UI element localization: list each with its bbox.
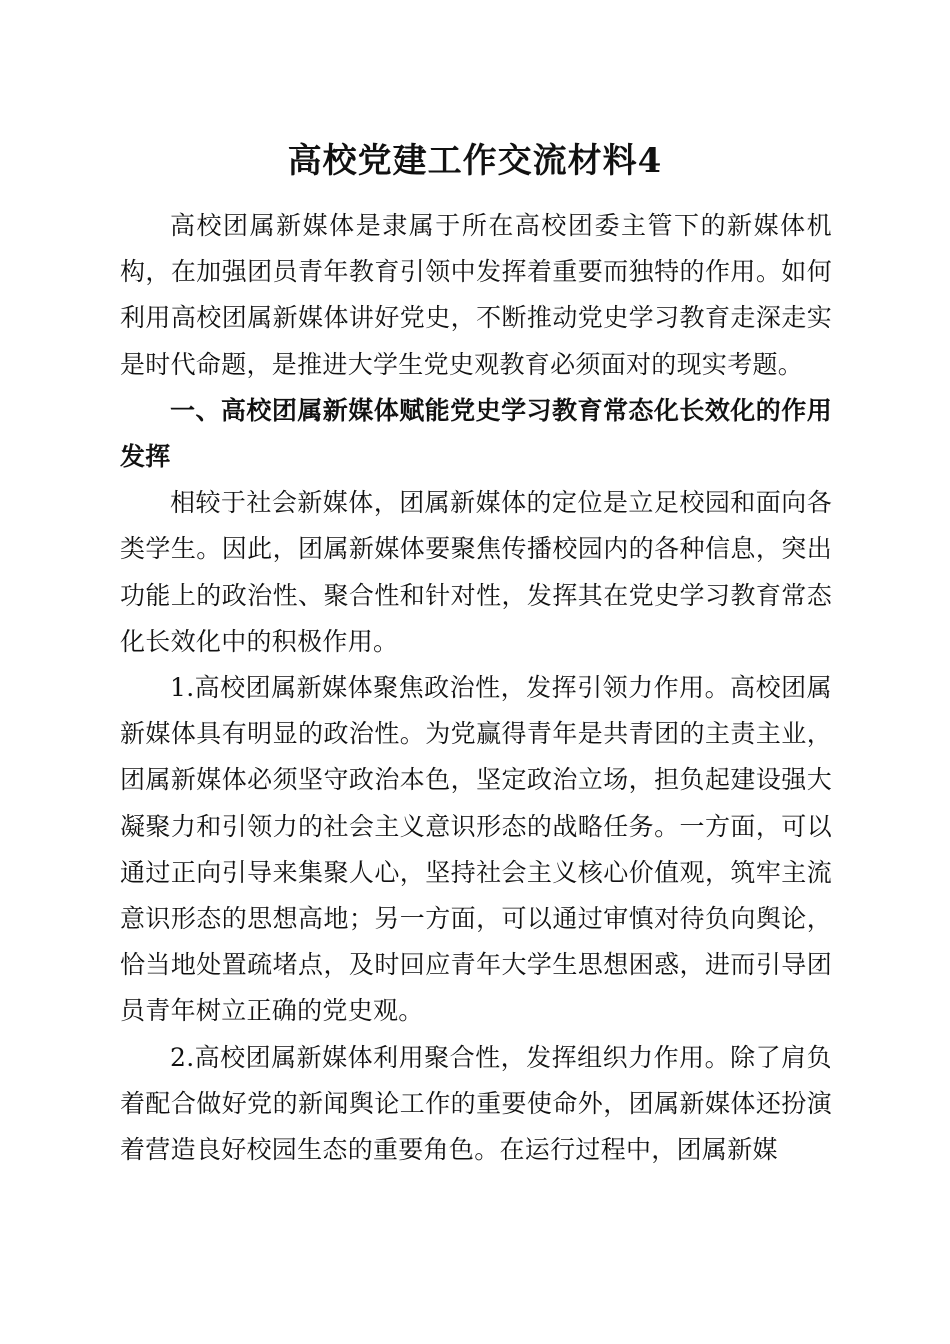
paragraph-section-1-intro: 相较于社会新媒体，团属新媒体的定位是立足校园和面向各类学生。因此，团属新媒体要聚焦传播校园内的各种信息，突出功能上的政治性、聚合性和针对性，发挥其在党史学习教育常态化长效化中的积极作用。: [120, 488, 832, 656]
section-heading-1: 一、高校团属新媒体赋能党史学习教育常态化长效化的作用发挥: [120, 395, 832, 472]
document-title: 高校党建工作交流材料4: [287, 141, 663, 181]
paragraph-intro: 高校团属新媒体是隶属于所在高校团委主管下的新媒体机构，在加强团员青年教育引领中发挥着重要而独特的作用。如何利用高校团属新媒体讲好党史，不断推动党史学习教育走深走实是时代命题，是推进大学生党史观教育必须面对的现实考题。: [120, 211, 832, 379]
document-body: [120, 203, 832, 1173]
paragraph-point-1: 1.高校团属新媒体聚焦政治性，发挥引领力作用。高校团属新媒体具有明显的政治性。为党赢得青年是共青团的主责主业，团属新媒体必须坚守政治本色，坚定政治立场，担负起建设强大凝聚力和引领力的社会主义意识形态的战略任务。一方面，可以通过正向引导来集聚人心，坚持社会主义核心价值观，筑牢主流意识形态的思想高地；另一方面，可以通过审慎对待负向舆论，恰当地处置疏堵点，及时回应青年大学生思想困惑，进而引导团员青年树立正确的党史观。: [120, 673, 832, 1026]
paragraph-point-2: 2.高校团属新媒体利用聚合性，发挥组织力作用。除了肩负着配合做好党的新闻舆论工作的重要使命外，团属新媒体还扮演着营造良好校园生态的重要角色。在运行过程中，团属新媒: [120, 1042, 832, 1165]
